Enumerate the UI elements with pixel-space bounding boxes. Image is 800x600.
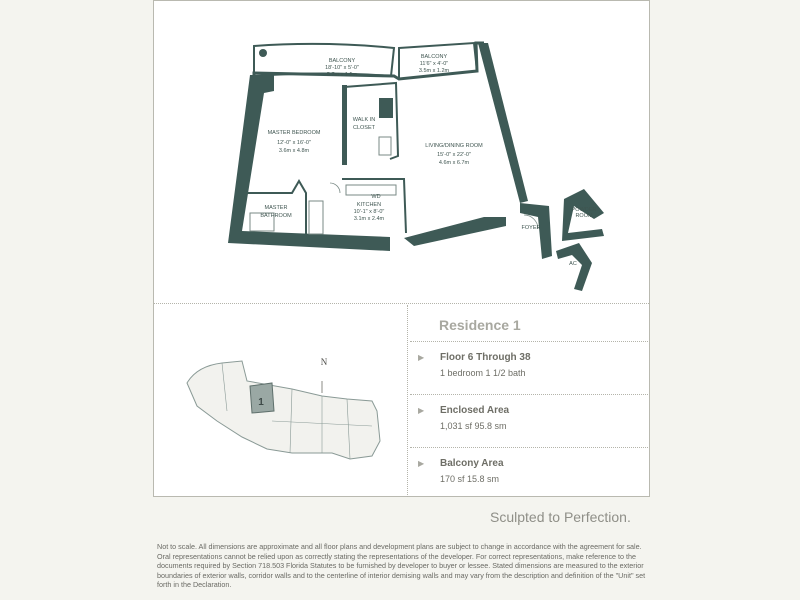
disclaimer-text: Not to scale. All dimensions are approximate and all floor plans and development plans are subject to change in accordance with the agreement for sale. Oral representations cannot be relied upon as correctly stating the representations of the developer. For correct representations, make reference to the documents required by Section 718.503 Florida Statutes to be furnished by developer to buyer or lessee. Stated dimensions are measured to the exterior boundaries of exterior walls, corridor walls and to the centerline of interior demising walls and may vary from the description and definition of the "Unit" set forth in the Declaration. <box>157 542 646 590</box>
walk-in-closet-line1: WALK IN <box>352 117 376 123</box>
wd-label: WD <box>371 194 381 200</box>
detail-row-balcony-area <box>410 447 648 500</box>
living-dining-dim-imperial: 15'-0" x 22'-0" <box>437 152 471 158</box>
exterior-wall-top <box>254 43 484 79</box>
detail-row-floors <box>410 341 648 394</box>
arrow-right-icon: ▶ <box>418 459 425 468</box>
balcony-column-icon <box>259 49 267 57</box>
balcony-left-dim-metric: 5.7m x 1.5m <box>326 72 358 78</box>
balcony-area-label: Balcony Area <box>440 458 504 469</box>
powder-room-line1: POWDER <box>571 207 597 213</box>
ac-closet-wall <box>556 243 592 291</box>
master-bedroom-name: MASTER BEDROOM <box>267 130 321 136</box>
foyer-label: FOYER <box>521 225 541 231</box>
north-label: N <box>320 357 328 367</box>
master-bathroom-line2: BATHROOM <box>260 213 292 219</box>
balcony-left-outline <box>254 44 394 76</box>
floors-value: 1 bedroom 1 1/2 bath <box>440 368 526 378</box>
door-swing-icon <box>330 183 340 193</box>
master-bedroom-dim-metric: 3.6m x 4.8m <box>278 148 310 154</box>
kitchen-dim-metric: 3.1m x 2.4m <box>353 216 385 222</box>
enclosed-area-value: 1,031 sf 95.8 sm <box>440 421 507 431</box>
vertical-divider <box>407 305 408 497</box>
exterior-wall-east <box>478 43 528 203</box>
balcony-left-dim-imperial: 18'-10" x 5'-0" <box>325 65 359 71</box>
foyer-wall <box>520 203 552 259</box>
exterior-wall-south <box>404 217 506 246</box>
ac-label: AC <box>569 261 577 267</box>
balcony-right-name: BALCONY <box>420 54 448 60</box>
building-footprint <box>187 361 380 459</box>
closet-partition <box>342 85 347 165</box>
balcony-right-dim-metric: 3.5m x 1.2m <box>418 68 450 74</box>
master-bathroom-line1: MASTER <box>264 205 288 211</box>
floor-plan-drawing <box>154 1 649 301</box>
enclosed-area-label: Enclosed Area <box>440 405 510 416</box>
arrow-right-icon: ▶ <box>418 406 425 415</box>
balcony-right-dim-imperial: 11'6" x 4'-0" <box>419 61 449 67</box>
residence-title: Residence 1 <box>439 317 521 333</box>
powder-room-line2: ROOM <box>575 213 593 219</box>
kitchen-name: KITCHEN <box>356 202 382 208</box>
horizontal-divider <box>154 303 649 304</box>
key-plan-drawing <box>172 341 402 471</box>
living-dining-name: LIVING/DINING ROOM <box>425 143 483 149</box>
detail-row-enclosed-area <box>410 394 648 447</box>
tagline: Sculpted to Perfection. <box>490 509 631 525</box>
floor-plan-panel <box>153 0 650 497</box>
master-bedroom-dim-imperial: 12'-0" x 16'-0" <box>277 140 311 146</box>
bathtub <box>309 201 323 234</box>
living-dining-dim-metric: 4.6m x 6.7m <box>438 160 470 166</box>
balcony-left-name: BALCONY <box>328 58 356 64</box>
walk-in-closet-line2: CLOSET <box>352 125 376 131</box>
unit-number-label: 1 <box>258 397 264 408</box>
balcony-area-value: 170 sf 15.8 sm <box>440 474 500 484</box>
closet-shelf <box>379 137 391 155</box>
closet-door-block <box>379 98 393 118</box>
kitchen-dim-imperial: 10'-1" x 8'-0" <box>353 209 385 215</box>
arrow-right-icon: ▶ <box>418 353 425 362</box>
floors-label: Floor 6 Through 38 <box>440 352 531 363</box>
residence-details <box>410 341 648 500</box>
